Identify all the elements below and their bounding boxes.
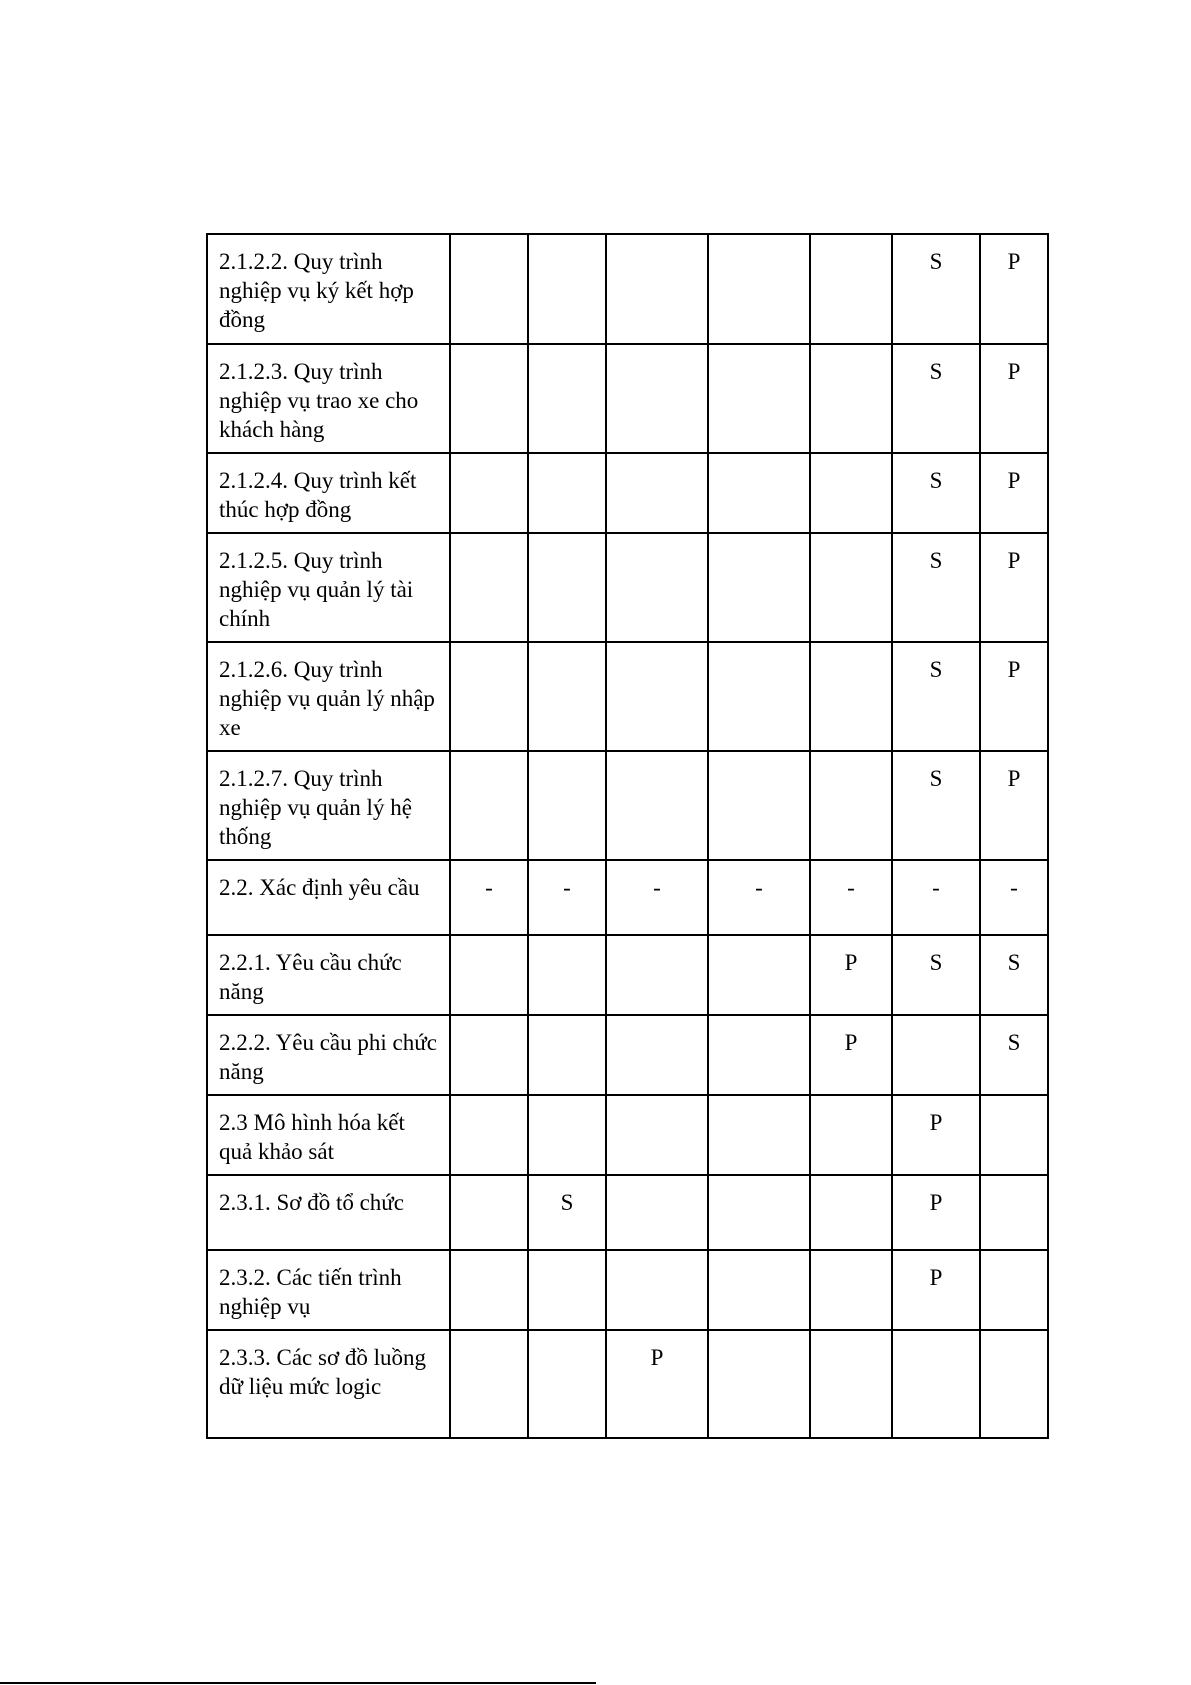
role-cell: - <box>810 860 892 935</box>
role-cell: P <box>980 453 1048 533</box>
table-row <box>207 453 1048 533</box>
role-cell: P <box>606 1330 708 1438</box>
task-name-cell: 2.1.2.3. Quy trình nghiệp vụ trao xe cho khách hàng <box>207 344 450 453</box>
role-cell <box>708 344 810 453</box>
responsibility-matrix-table <box>206 233 1049 1439</box>
role-cell <box>450 1330 528 1438</box>
role-cell: - <box>892 860 980 935</box>
role-cell: - <box>606 860 708 935</box>
role-cell <box>528 344 606 453</box>
role-cell <box>708 1095 810 1175</box>
role-cell <box>708 1330 810 1438</box>
role-cell <box>810 751 892 860</box>
role-cell <box>980 1330 1048 1438</box>
role-cell <box>606 533 708 642</box>
role-cell <box>528 642 606 751</box>
role-cell <box>528 751 606 860</box>
table-row <box>207 642 1048 751</box>
role-cell <box>810 1175 892 1250</box>
task-name-cell: 2.1.2.4. Quy trình kết thúc hợp đồng <box>207 453 450 533</box>
table-row <box>207 234 1048 344</box>
table-body <box>207 234 1048 1438</box>
task-name-cell: 2.3.1. Sơ đồ tổ chức <box>207 1175 450 1250</box>
role-cell: S <box>892 234 980 344</box>
role-cell: P <box>892 1095 980 1175</box>
role-cell: - <box>528 860 606 935</box>
role-cell: P <box>980 344 1048 453</box>
role-cell <box>450 533 528 642</box>
role-cell <box>708 935 810 1015</box>
role-cell <box>450 1175 528 1250</box>
role-cell <box>892 1330 980 1438</box>
role-cell <box>810 642 892 751</box>
role-cell <box>450 935 528 1015</box>
role-cell: P <box>892 1175 980 1250</box>
role-cell: S <box>892 935 980 1015</box>
role-cell: P <box>980 234 1048 344</box>
role-cell <box>606 642 708 751</box>
role-cell <box>708 1015 810 1095</box>
role-cell: P <box>810 1015 892 1095</box>
role-cell <box>606 234 708 344</box>
role-cell <box>528 1095 606 1175</box>
table-row <box>207 935 1048 1015</box>
role-cell: P <box>980 642 1048 751</box>
role-cell <box>450 1095 528 1175</box>
role-cell <box>606 1175 708 1250</box>
table-row <box>207 1175 1048 1250</box>
role-cell <box>528 1330 606 1438</box>
role-cell: P <box>810 935 892 1015</box>
role-cell: P <box>892 1250 980 1330</box>
role-cell: S <box>892 453 980 533</box>
role-cell: S <box>892 751 980 860</box>
footer-rule <box>0 1682 596 1684</box>
role-cell <box>980 1250 1048 1330</box>
table-row <box>207 751 1048 860</box>
role-cell: S <box>980 1015 1048 1095</box>
role-cell <box>606 1015 708 1095</box>
role-cell <box>708 234 810 344</box>
role-cell <box>450 1250 528 1330</box>
role-cell <box>810 533 892 642</box>
table-row <box>207 533 1048 642</box>
table-row <box>207 1095 1048 1175</box>
table-row <box>207 344 1048 453</box>
role-cell <box>810 453 892 533</box>
table-row <box>207 1250 1048 1330</box>
task-name-cell: 2.1.2.5. Quy trình nghiệp vụ quản lý tài chính <box>207 533 450 642</box>
role-cell <box>892 1015 980 1095</box>
role-cell <box>810 344 892 453</box>
role-cell <box>708 1250 810 1330</box>
role-cell: - <box>708 860 810 935</box>
role-cell <box>528 1015 606 1095</box>
role-cell <box>980 1175 1048 1250</box>
task-name-cell: 2.1.2.6. Quy trình nghiệp vụ quản lý nhập xe <box>207 642 450 751</box>
role-cell <box>708 751 810 860</box>
role-cell <box>528 533 606 642</box>
role-cell <box>606 1250 708 1330</box>
task-name-cell: 2.2.2. Yêu cầu phi chức năng <box>207 1015 450 1095</box>
table-row <box>207 860 1048 935</box>
role-cell: P <box>980 533 1048 642</box>
role-cell: - <box>450 860 528 935</box>
role-cell: S <box>892 533 980 642</box>
role-cell <box>606 751 708 860</box>
task-name-cell: 2.2. Xác định yêu cầu <box>207 860 450 935</box>
role-cell: P <box>980 751 1048 860</box>
role-cell <box>528 234 606 344</box>
table-row <box>207 1330 1048 1438</box>
task-name-cell: 2.1.2.2. Quy trình nghiệp vụ ký kết hợp đồng <box>207 234 450 344</box>
role-cell <box>980 1095 1048 1175</box>
task-name-cell: 2.3 Mô hình hóa kết quả khảo sát <box>207 1095 450 1175</box>
role-cell <box>450 642 528 751</box>
role-cell <box>708 533 810 642</box>
role-cell <box>810 1330 892 1438</box>
task-name-cell: 2.3.2. Các tiến trình nghiệp vụ <box>207 1250 450 1330</box>
role-cell <box>528 453 606 533</box>
role-cell <box>450 453 528 533</box>
role-cell <box>606 453 708 533</box>
role-cell <box>810 234 892 344</box>
role-cell <box>708 642 810 751</box>
role-cell <box>528 935 606 1015</box>
task-name-cell: 2.3.3. Các sơ đồ luồng dữ liệu mức logic <box>207 1330 450 1438</box>
role-cell: S <box>892 642 980 751</box>
role-cell <box>450 234 528 344</box>
task-name-cell: 2.1.2.7. Quy trình nghiệp vụ quản lý hệ thống <box>207 751 450 860</box>
role-cell: S <box>980 935 1048 1015</box>
role-cell <box>450 751 528 860</box>
role-cell: S <box>528 1175 606 1250</box>
role-cell <box>450 344 528 453</box>
role-cell <box>810 1095 892 1175</box>
role-cell <box>606 1095 708 1175</box>
role-cell: - <box>980 860 1048 935</box>
role-cell <box>810 1250 892 1330</box>
role-cell: S <box>892 344 980 453</box>
role-cell <box>708 1175 810 1250</box>
role-cell <box>606 935 708 1015</box>
role-cell <box>708 453 810 533</box>
role-cell <box>528 1250 606 1330</box>
task-name-cell: 2.2.1. Yêu cầu chức năng <box>207 935 450 1015</box>
role-cell <box>606 344 708 453</box>
role-cell <box>450 1015 528 1095</box>
table-row <box>207 1015 1048 1095</box>
